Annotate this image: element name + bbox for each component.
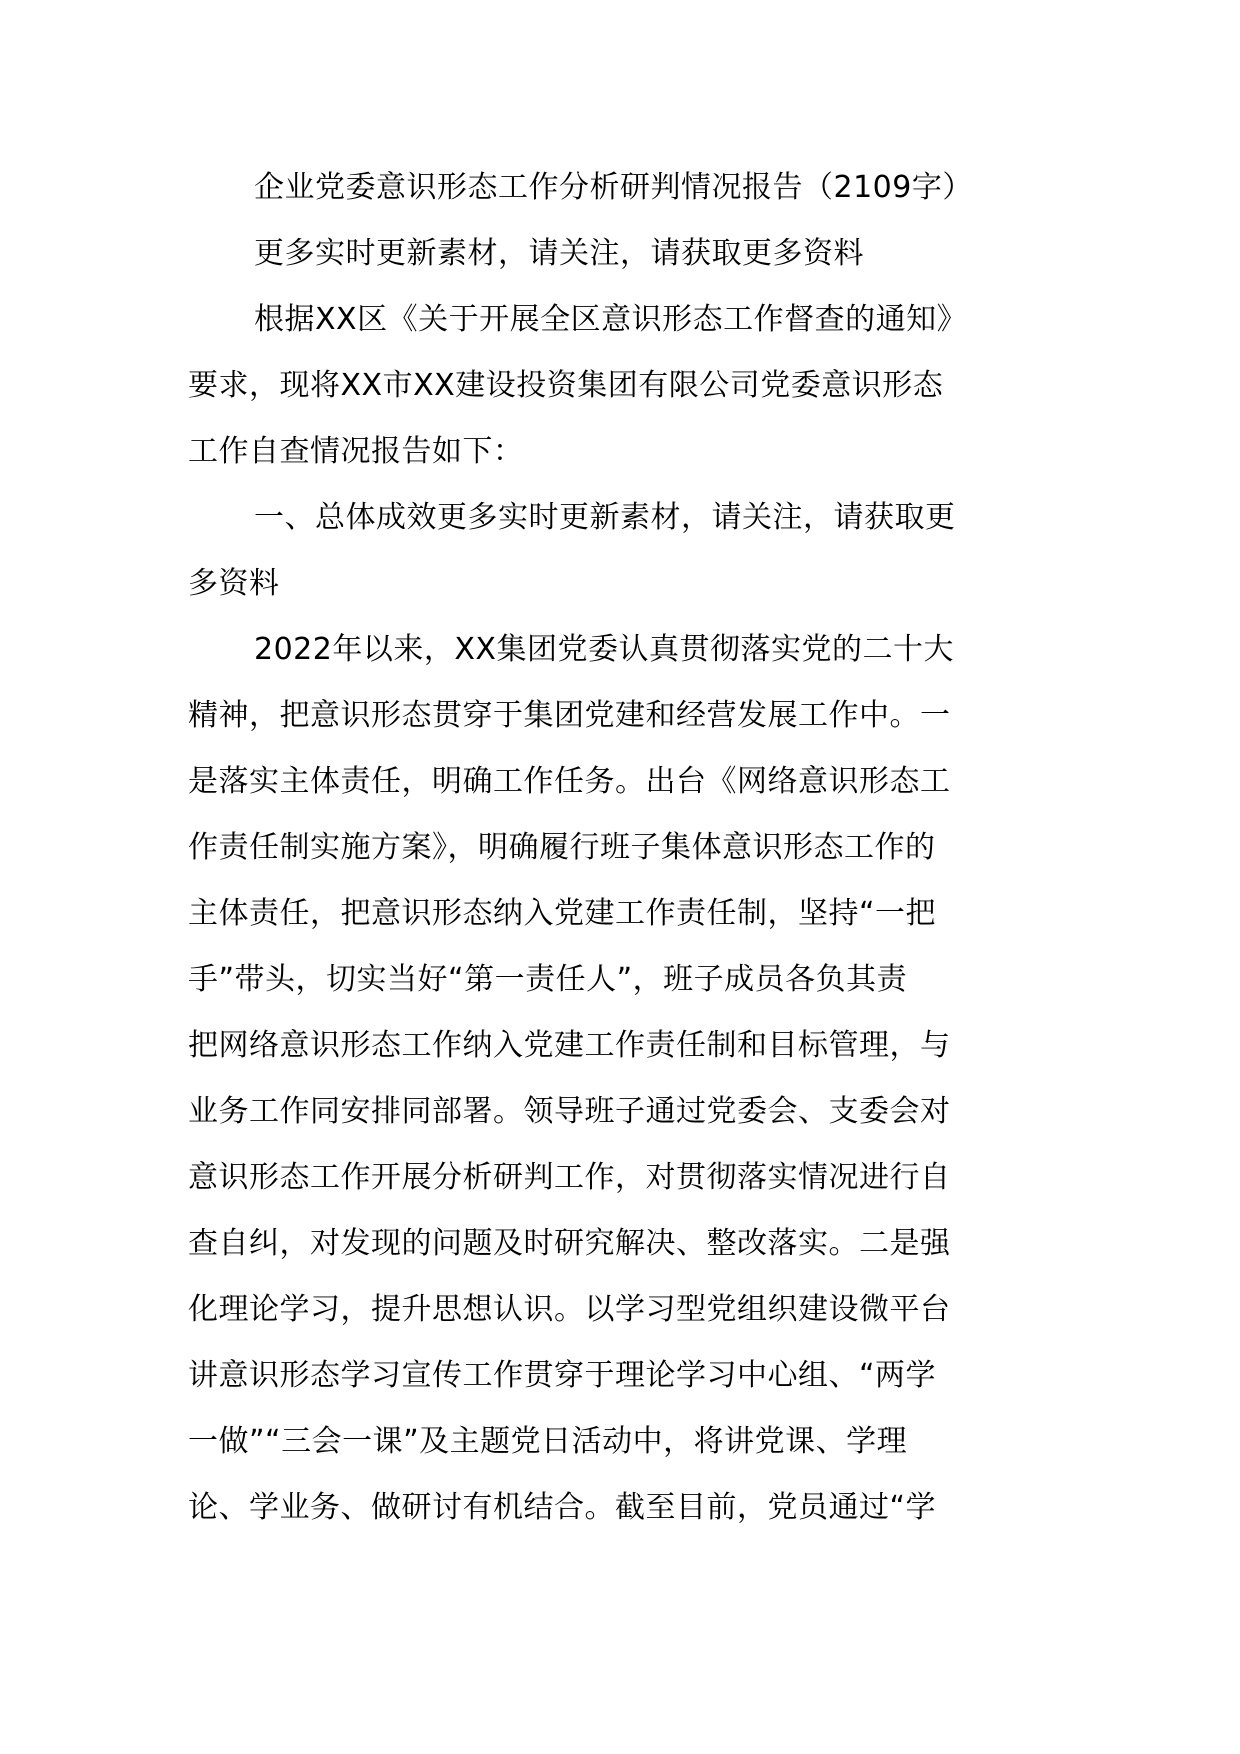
body-paragraph-line: 作责任制实施方案》，明确履行班子集体意识形态工作的: [188, 830, 936, 865]
intro-paragraph-line: 要求，现将XX市XX建设投资集团有限公司党委意识形态: [188, 368, 944, 403]
body-paragraph-line: 业务工作同安排同部署。领导班子通过党委会、支委会对: [188, 1094, 951, 1129]
body-paragraph-line: 手”带头，切实当好“第一责任人”，班子成员各负其责: [188, 962, 908, 997]
body-paragraph-line: 一做”“三会一课”及主题党日活动中，将讲党课、学理: [188, 1424, 908, 1459]
promo-line: 更多实时更新素材，请关注，请获取更多资料: [254, 236, 864, 271]
section-heading-line: 一、总体成效更多实时更新素材，请关注，请获取更: [254, 500, 956, 535]
body-paragraph-line: 是落实主体责任，明确工作任务。出台《网络意识形态工: [188, 764, 951, 799]
body-paragraph-line: 论、学业务、做研讨有机结合。截至目前，党员通过“学: [188, 1490, 937, 1525]
body-paragraph-line: 查自纠，对发现的问题及时研究解决、整改落实。二是强: [188, 1226, 951, 1261]
body-paragraph-line: 2022年以来，XX集团党委认真贯彻落实党的二十大: [254, 632, 954, 667]
body-paragraph-line: 主体责任，把意识形态纳入党建工作责任制，坚持“一把: [188, 896, 937, 931]
intro-paragraph-line: 工作自查情况报告如下：: [188, 434, 524, 469]
body-paragraph-line: 把网络意识形态工作纳入党建工作责任制和目标管理，与: [188, 1028, 951, 1063]
section-heading-line: 多资料: [188, 566, 280, 601]
body-paragraph-line: 意识形态工作开展分析研判工作，对贯彻落实情况进行自: [188, 1160, 951, 1195]
body-paragraph-line: 讲意识形态学习宣传工作贯穿于理论学习中心组、“两学: [188, 1358, 937, 1393]
body-paragraph-line: 化理论学习，提升思想认识。以学习型党组织建设微平台: [188, 1292, 951, 1327]
body-paragraph-line: 精神，把意识形态贯穿于集团党建和经营发展工作中。一: [188, 698, 951, 733]
document-title: 企业党委意识形态工作分析研判情况报告（2109字）: [254, 170, 973, 205]
intro-paragraph-line: 根据XX区《关于开展全区意识形态工作督查的通知》: [254, 302, 968, 337]
document-body: [188, 155, 1053, 1541]
